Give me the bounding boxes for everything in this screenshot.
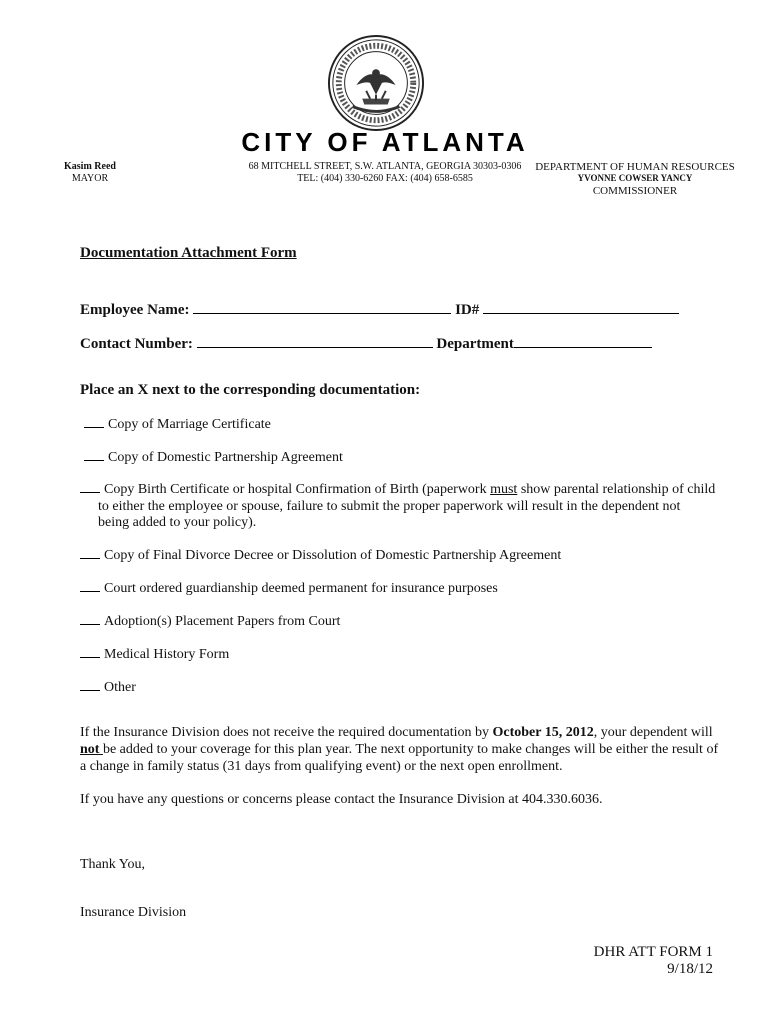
checklist-item-adoption (80, 612, 340, 630)
signoff-text: Insurance Division (80, 905, 187, 920)
employee-name-label: Employee Name: (80, 302, 194, 318)
address-line: 68 MITCHELL STREET, S.W. ATLANTA, GEORGIA 30303-0306 (248, 161, 522, 172)
item-emphasis: must (490, 482, 518, 497)
item-label: Copy of Marriage Certificate (108, 417, 271, 432)
item-label: Copy Birth Certificate or hospital Confirmation of Birth (paperwork (104, 482, 491, 497)
deadline-date: October 15, 2012 (492, 725, 594, 740)
paragraph-text: , your dependent will (593, 725, 713, 740)
checkbox-blank[interactable] (84, 448, 104, 461)
checklist-item-domestic-partnership (84, 448, 343, 466)
item-label: Other (104, 680, 136, 695)
department-name: DEPARTMENT OF HUMAN RESOURCES (535, 161, 735, 173)
department-label: Department (432, 336, 514, 352)
item-label: Medical History Form (104, 647, 230, 662)
mayor-name: Kasim Reed (64, 161, 116, 172)
checklist-item-birth-certificate (80, 480, 740, 532)
checklist-item-marriage (84, 415, 271, 433)
checklist-item-divorce-decree (80, 546, 561, 564)
checkbox-blank[interactable] (80, 678, 100, 691)
item-label: Copy of Final Divorce Decree or Dissolution of Domestic Partnership Agreement (104, 548, 562, 563)
checkbox-blank[interactable] (80, 546, 100, 559)
checklist-item-guardianship (80, 579, 498, 597)
checklist-item-other (80, 678, 136, 696)
checklist-item-medical-history (80, 645, 229, 663)
deadline-paragraph (80, 724, 720, 775)
checkbox-blank[interactable] (80, 645, 100, 658)
commissioner-title: COMMISSIONER (592, 185, 678, 197)
mayor-title: MAYOR (71, 173, 109, 184)
instruction-text: Place an X next to the corresponding documentation: (80, 382, 421, 398)
id-label: ID# (451, 302, 483, 318)
emphasis-not: not (80, 742, 103, 757)
id-field[interactable] (483, 298, 679, 314)
commissioner-name: YVONNE COWSER YANCY (577, 173, 693, 183)
contact-number-label: Contact Number: (80, 336, 197, 352)
contact-row (80, 332, 652, 353)
form-id: DHR ATT FORM 1 (593, 944, 713, 960)
form-date: 9/18/12 (667, 961, 713, 977)
employee-name-row (80, 298, 679, 319)
contact-number-field[interactable] (197, 332, 433, 348)
item-label-line3: being added to your policy). (98, 515, 257, 530)
item-label-line2: to either the employee or spouse, failure to submit the proper paperwork will result in the dependent not (98, 498, 681, 514)
item-label-cont: show parental relationship of child (517, 482, 716, 497)
checkbox-blank[interactable] (80, 579, 100, 592)
paragraph-text: be added to your coverage for this plan year. The next opportunity to make changes will be either the result of a change in family status (31 days from qualifying event) or the next open enrollment. (80, 742, 719, 774)
employee-name-field[interactable] (193, 298, 451, 314)
item-label: Copy of Domestic Partnership Agreement (108, 450, 343, 465)
checkbox-blank[interactable] (80, 480, 100, 493)
form-title: Documentation Attachment Form (80, 245, 297, 261)
phone-fax-line: TEL: (404) 330-6260 FAX: (404) 658-6585 (297, 173, 473, 184)
thank-you-text: Thank You, (80, 857, 145, 872)
checkbox-blank[interactable] (80, 612, 100, 625)
city-title: CITY OF ATLANTA (241, 127, 529, 157)
department-field[interactable] (514, 332, 652, 348)
contact-paragraph: If you have any questions or concerns please contact the Insurance Division at 404.330.6036. (80, 792, 603, 807)
item-label: Court ordered guardianship deemed permanent for insurance purposes (104, 581, 498, 596)
checkbox-blank[interactable] (84, 415, 104, 428)
item-label: Adoption(s) Placement Papers from Court (104, 614, 341, 629)
form-footer (560, 944, 713, 978)
paragraph-text: If the Insurance Division does not receive the required documentation by (80, 725, 493, 740)
city-seal-logo (327, 34, 425, 132)
